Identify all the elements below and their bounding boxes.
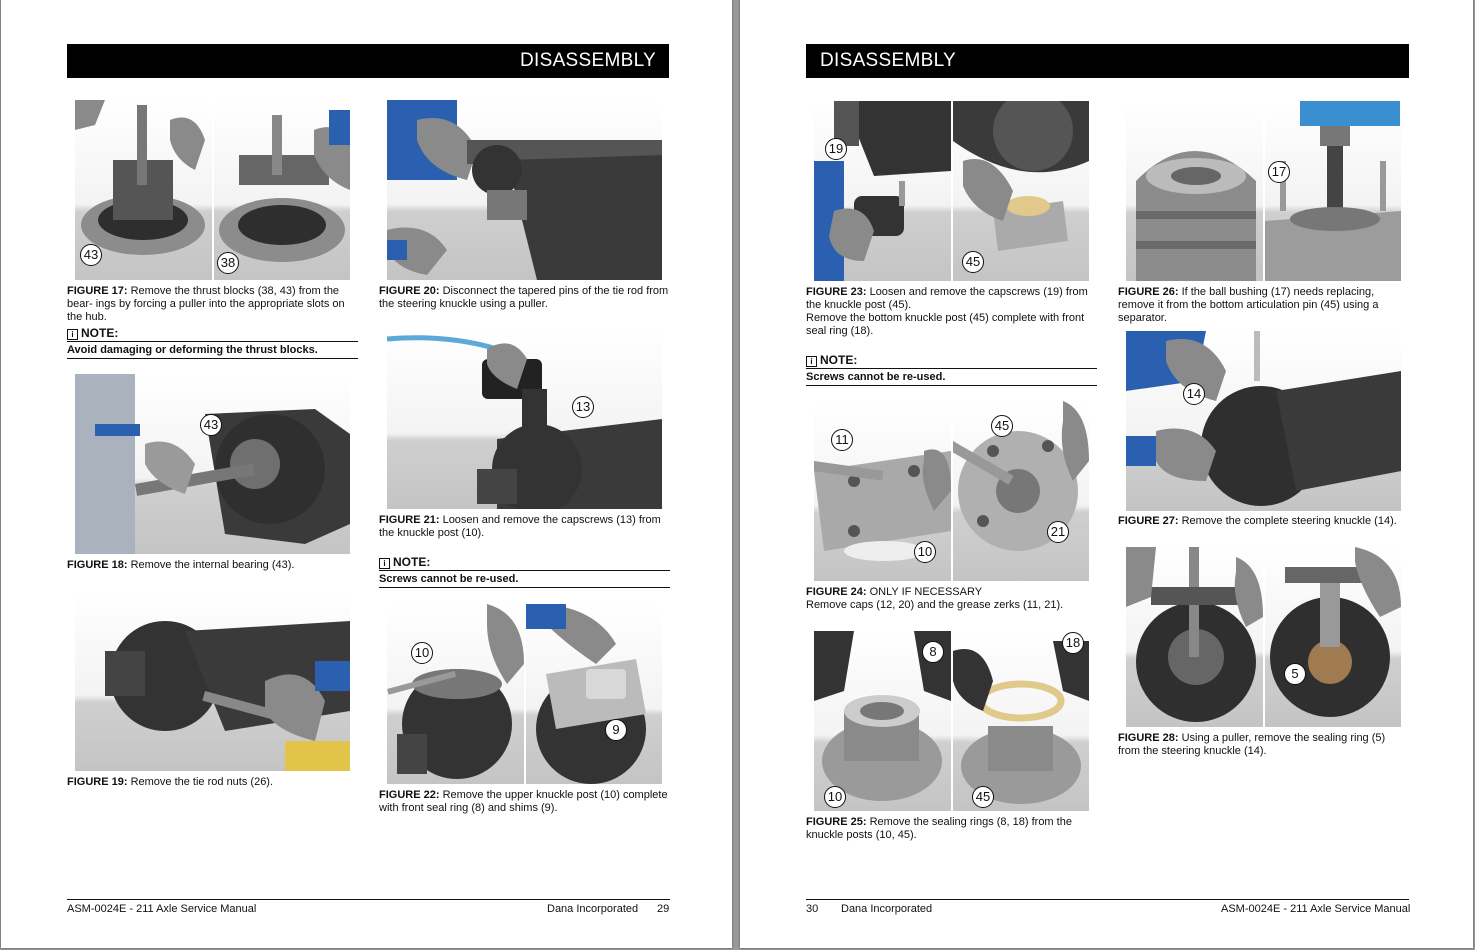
figure-20-photo bbox=[387, 100, 662, 280]
figure-27-photo bbox=[1126, 331, 1401, 511]
figure-28-caption: FIGURE 28: Using a puller, remove the sealing ring (5) from the steering knuckle (14). bbox=[1118, 732, 1386, 757]
note-icon: i bbox=[379, 558, 390, 569]
callout: 19 bbox=[825, 138, 847, 160]
figure-21-caption: FIGURE 21: Loosen and remove the capscrews (13) from the knuckle post (10). bbox=[379, 514, 661, 539]
figure-27-caption: FIGURE 27: Remove the complete steering knuckle (14). bbox=[1118, 515, 1397, 527]
figure-20-caption: FIGURE 20: Disconnect the tapered pins of the tie rod from the steering knuckle using a puller. bbox=[379, 285, 669, 310]
callout: 17 bbox=[1268, 161, 1290, 183]
callout: 45 bbox=[991, 415, 1013, 437]
figure-22-photo bbox=[387, 604, 662, 784]
figure-26-caption: FIGURE 26: If the ball bushing (17) needs replacing, remove it from the bottom articulation pin (45) using a separator. bbox=[1118, 286, 1379, 324]
callout: 13 bbox=[572, 396, 594, 418]
footer-manual: ASM-0024E - 211 Axle Service Manual bbox=[67, 903, 257, 915]
note-box: i NOTE: Avoid damaging or deforming the thrust blocks. bbox=[67, 326, 358, 359]
section-header: DISASSEMBLY bbox=[806, 44, 1409, 78]
callout: 9 bbox=[605, 719, 627, 741]
figure-19-photo bbox=[75, 591, 350, 771]
page-number: 29 bbox=[657, 903, 670, 915]
figure-19-caption: FIGURE 19: Remove the tie rod nuts (26). bbox=[67, 776, 274, 788]
figure-17-photo bbox=[75, 100, 350, 280]
callout: 38 bbox=[217, 252, 239, 274]
note-icon: i bbox=[806, 356, 817, 367]
left-page bbox=[1, 0, 732, 948]
note-box: i NOTE: Screws cannot be re-used. bbox=[806, 353, 1097, 386]
figure-26-photo bbox=[1126, 101, 1401, 281]
right-page bbox=[740, 0, 1473, 948]
page-number: 30 bbox=[806, 903, 819, 915]
figure-28-photo bbox=[1126, 547, 1401, 727]
callout: 8 bbox=[922, 641, 944, 663]
figure-23-photo bbox=[814, 101, 1089, 281]
figure-18-caption: FIGURE 18: Remove the internal bearing (43). bbox=[67, 559, 295, 571]
callout: 14 bbox=[1183, 383, 1205, 405]
callout: 5 bbox=[1284, 663, 1306, 685]
figure-22-caption: FIGURE 22: Remove the upper knuckle post (10) complete with front seal ring (8) and shims (9). bbox=[379, 789, 668, 814]
callout: 21 bbox=[1047, 521, 1069, 543]
figure-24-photo bbox=[814, 401, 1089, 581]
callout: 10 bbox=[914, 541, 936, 563]
figure-25-photo bbox=[814, 631, 1089, 811]
callout: 45 bbox=[972, 786, 994, 808]
section-header: DISASSEMBLY bbox=[67, 44, 669, 78]
footer-rule bbox=[806, 899, 1409, 900]
footer-manual: ASM-0024E - 211 Axle Service Manual bbox=[1221, 903, 1411, 915]
callout: 10 bbox=[824, 786, 846, 808]
footer-company: Dana Incorporated bbox=[547, 903, 639, 915]
figure-21-photo bbox=[387, 329, 662, 509]
figure-18-photo bbox=[75, 374, 350, 554]
figure-24-caption: FIGURE 24: ONLY IF NECESSARY Remove caps (12, 20) and the grease zerks (11, 21). bbox=[806, 586, 1064, 611]
callout: 10 bbox=[411, 642, 433, 664]
callout: 18 bbox=[1062, 632, 1084, 654]
callout: 11 bbox=[831, 429, 853, 451]
note-icon: i bbox=[67, 329, 78, 340]
figure-17-caption: FIGURE 17: Remove the thrust blocks (38, 43) from the bear- ings by forcing a puller into the appropriate slots on the hub. bbox=[67, 285, 345, 323]
figure-25-caption: FIGURE 25: Remove the sealing rings (8, 18) from the knuckle posts (10, 45). bbox=[806, 816, 1072, 841]
footer-rule bbox=[67, 899, 670, 900]
figure-23-caption: FIGURE 23: Loosen and remove the capscrews (19) from the knuckle post (45). Remove the bottom knuckle post (45) complete with front seal ring (18). bbox=[806, 286, 1088, 337]
footer-company: Dana Incorporated bbox=[841, 903, 933, 915]
callout: 45 bbox=[962, 251, 984, 273]
note-box: i NOTE: Screws cannot be re-used. bbox=[379, 555, 670, 588]
callout: 43 bbox=[200, 414, 222, 436]
callout: 43 bbox=[80, 244, 102, 266]
